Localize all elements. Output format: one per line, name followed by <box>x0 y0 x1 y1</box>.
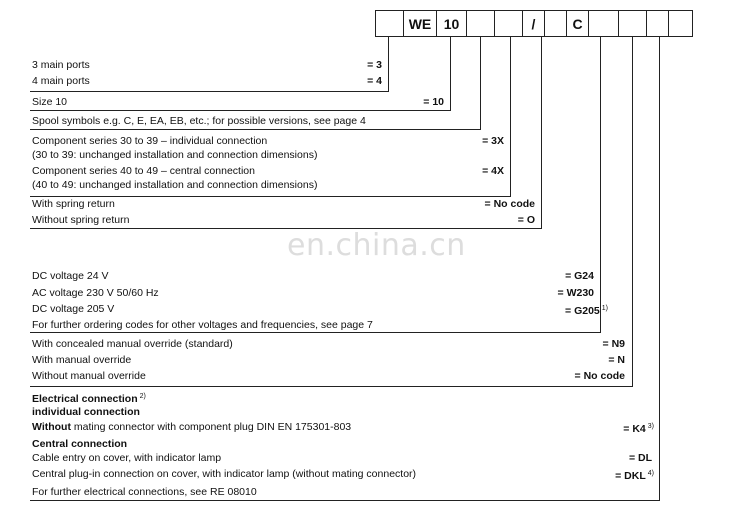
connector-series <box>510 37 511 196</box>
heading-electrical-connection <box>32 391 146 405</box>
code-k4-value: = K4 <box>623 423 646 435</box>
connector-override <box>632 37 633 386</box>
label-without-mating <box>32 421 351 433</box>
label-concealed-override: With concealed manual override (standard) <box>32 338 233 350</box>
code-box-5 <box>494 10 522 37</box>
code-dc24: = G24 <box>565 270 594 282</box>
label-no-spring-return: Without spring return <box>32 214 130 226</box>
label-dc24: DC voltage 24 V <box>32 270 109 282</box>
label-without-rest: mating connector with component plug DIN EN 175301-803 <box>70 421 352 433</box>
code-box-9 <box>588 10 618 37</box>
bracket-ports <box>30 91 389 92</box>
label-manual-override: With manual override <box>32 354 132 366</box>
footnote-1: 1) <box>601 305 608 312</box>
label-series-4x: Component series 40 to 49 – central connection <box>32 165 255 177</box>
bracket-series <box>30 196 511 197</box>
label-cable-entry: Cable entry on cover, with indicator lamp <box>32 452 222 464</box>
bracket-size <box>30 110 451 111</box>
label-central-plug: Central plug-in connection on cover, with indicator lamp (without mating connector) <box>32 468 417 480</box>
code-k4 <box>623 421 654 435</box>
code-dc205 <box>565 303 608 317</box>
label-spring-return: With spring return <box>32 198 115 210</box>
code-box-11 <box>646 10 668 37</box>
code-box-slash: / <box>522 10 544 37</box>
footnote-2: 2) <box>139 393 146 400</box>
connector-size <box>450 37 451 110</box>
code-dkl-value: = DKL <box>615 470 646 482</box>
code-manual-override: = N <box>608 354 625 366</box>
connector-voltage <box>600 37 601 332</box>
label-ports-4: 4 main ports <box>32 75 90 87</box>
code-box-4 <box>466 10 494 37</box>
label-spool: Spool symbols e.g. C, E, EA, EB, etc.; for possible versions, see page 4 <box>32 115 366 127</box>
code-box-we: WE <box>403 10 436 37</box>
code-box-12 <box>668 10 693 37</box>
connector-spring <box>541 37 542 228</box>
code-box-1 <box>375 10 403 37</box>
bracket-electrical <box>30 500 660 501</box>
label-further-voltage: For further ordering codes for other voltages and frequencies, see page 7 <box>32 319 373 331</box>
label-no-manual-override: Without manual override <box>32 370 146 382</box>
code-no-manual-override: = No code <box>574 370 625 382</box>
code-box-7 <box>544 10 566 37</box>
code-box-10 <box>618 10 646 37</box>
connector-electrical <box>659 37 660 500</box>
connector-spool <box>480 37 481 129</box>
label-series-3x-note: (30 to 39: unchanged installation and connection dimensions) <box>32 149 318 161</box>
label-without-bold: Without <box>32 421 71 433</box>
label-dc205: DC voltage 205 V <box>32 303 115 315</box>
code-dc205-value: = G205 <box>565 305 600 317</box>
label-further-electrical: For further electrical connections, see RE 08010 <box>32 486 257 498</box>
code-ac230: = W230 <box>557 287 594 299</box>
label-ac230: AC voltage 230 V 50/60 Hz <box>32 287 159 299</box>
heading-electrical-text: Electrical connection <box>32 393 138 405</box>
code-series-4x: = 4X <box>482 165 504 177</box>
bracket-voltage <box>30 332 601 333</box>
code-spring-return: = No code <box>484 198 535 210</box>
footnote-4: 4) <box>647 470 654 477</box>
code-dl: = DL <box>628 452 652 464</box>
code-size: = 10 <box>423 96 444 108</box>
heading-central-connection: Central connection <box>32 438 128 450</box>
connector-ports <box>388 37 389 91</box>
label-series-4x-note: (40 to 49: unchanged installation and connection dimensions) <box>32 179 318 191</box>
bracket-spool <box>30 129 481 130</box>
code-box-size: 10 <box>436 10 466 37</box>
code-series-3x: = 3X <box>482 135 504 147</box>
code-no-spring-return: = O <box>517 214 535 226</box>
code-concealed-override: = N9 <box>602 338 625 350</box>
label-series-3x: Component series 30 to 39 – individual connection <box>32 135 268 147</box>
watermark: en.china.cn <box>287 228 466 263</box>
heading-individual-connection: individual connection <box>32 406 140 418</box>
footnote-3: 3) <box>647 423 654 430</box>
label-size: Size 10 <box>32 96 68 108</box>
code-dkl <box>615 468 654 482</box>
code-ports-4: = 4 <box>367 75 382 87</box>
code-ports-3: = 3 <box>367 59 382 71</box>
code-box-c: C <box>566 10 588 37</box>
bracket-override <box>30 386 633 387</box>
label-ports-3: 3 main ports <box>32 59 90 71</box>
